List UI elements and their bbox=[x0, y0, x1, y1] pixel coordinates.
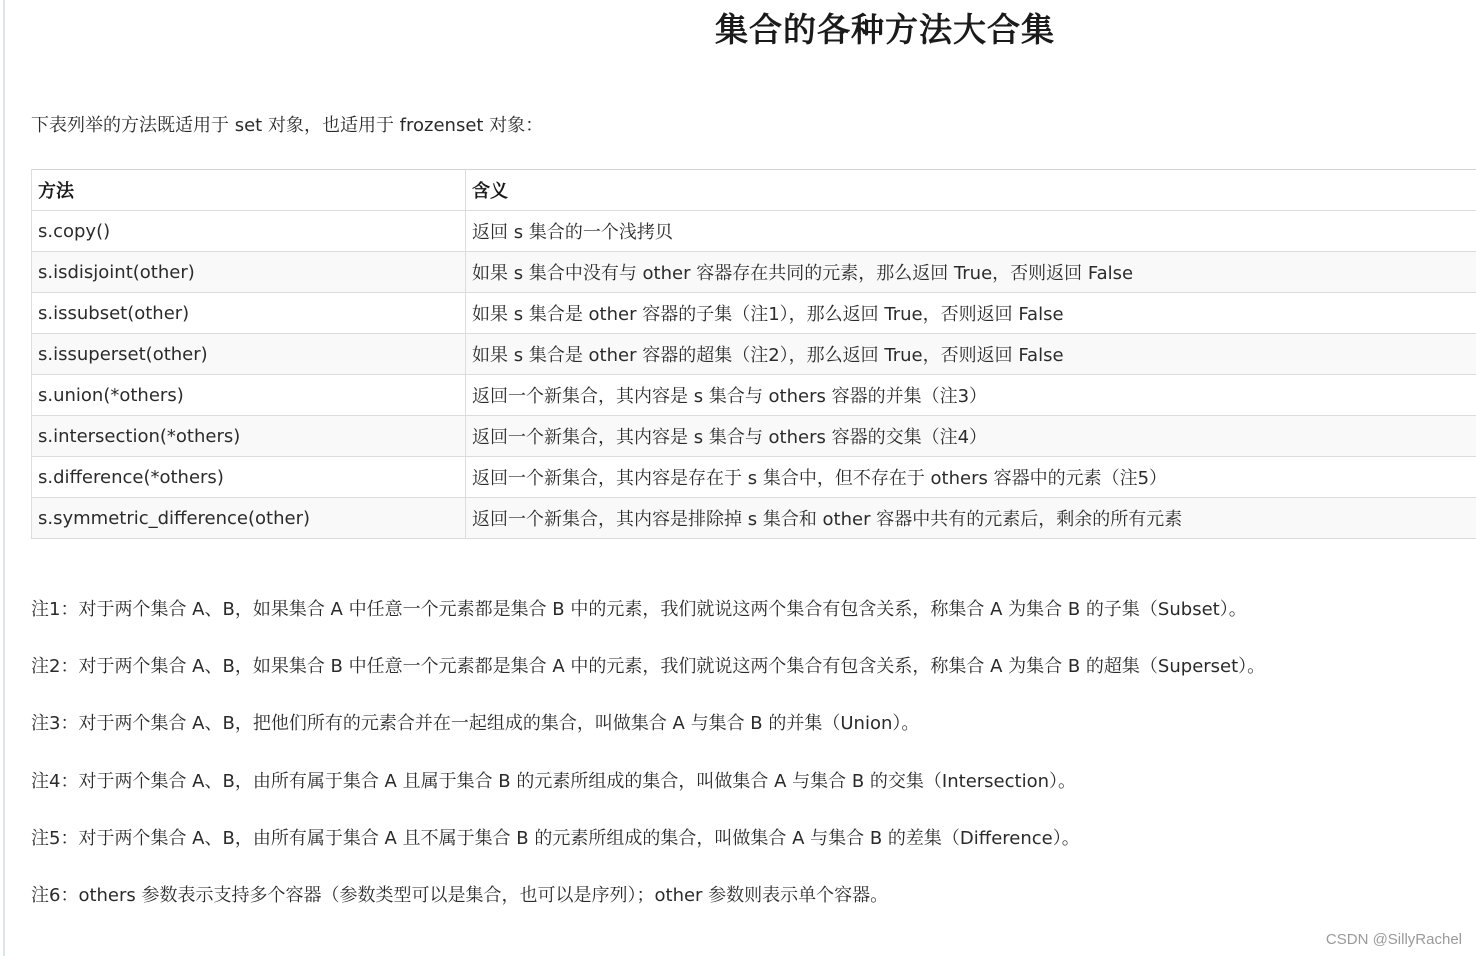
method-cell: s.symmetric_difference(other) bbox=[32, 498, 466, 539]
header-method: 方法 bbox=[32, 170, 466, 211]
table-row bbox=[32, 252, 1476, 293]
meaning-cell: 返回一个新集合，其内容是 s 集合与 others 容器的并集（注3） bbox=[466, 375, 1476, 416]
header-meaning: 含义 bbox=[466, 170, 1476, 211]
table-row bbox=[32, 457, 1476, 498]
meaning-cell: 返回 s 集合的一个浅拷贝 bbox=[466, 211, 1476, 252]
table-header-row bbox=[32, 170, 1476, 211]
table-row bbox=[32, 334, 1476, 375]
method-cell: s.isdisjoint(other) bbox=[32, 252, 466, 293]
meaning-cell: 如果 s 集合中没有与 other 容器存在共同的元素，那么返回 True，否则返回 False bbox=[466, 252, 1476, 293]
table-row bbox=[32, 498, 1476, 539]
method-cell: s.difference(*others) bbox=[32, 457, 466, 498]
method-cell: s.copy() bbox=[32, 211, 466, 252]
csdn-watermark: CSDN @SillyRachel bbox=[1325, 931, 1462, 948]
table-row bbox=[32, 375, 1476, 416]
intro-text: 下表列举的方法既适用于 set 对象，也适用于 frozenset 对象： bbox=[31, 115, 544, 136]
meaning-cell: 如果 s 集合是 other 容器的超集（注2），那么返回 True，否则返回 False bbox=[466, 334, 1476, 375]
page-title: 集合的各种方法大合集 bbox=[715, 10, 1055, 49]
method-cell: s.issubset(other) bbox=[32, 293, 466, 334]
note-5: 注5：对于两个集合 A、B，由所有属于集合 A 且不属于集合 B 的元素所组成的集合，叫做集合 A 与集合 B 的差集（Difference）。 bbox=[31, 827, 1080, 849]
meaning-cell: 如果 s 集合是 other 容器的子集（注1），那么返回 True，否则返回 False bbox=[466, 293, 1476, 334]
method-cell: s.union(*others) bbox=[32, 375, 466, 416]
note-4: 注4：对于两个集合 A、B，由所有属于集合 A 且属于集合 B 的元素所组成的集合，叫做集合 A 与集合 B 的交集（Intersection）。 bbox=[31, 770, 1077, 792]
note-3: 注3：对于两个集合 A、B，把他们所有的元素合并在一起组成的集合，叫做集合 A 与集合 B 的并集（Union）。 bbox=[31, 713, 920, 735]
meaning-cell: 返回一个新集合，其内容是存在于 s 集合中，但不存在于 others 容器中的元素（注5） bbox=[466, 457, 1476, 498]
set-methods-table bbox=[31, 169, 1476, 539]
note-2: 注2：对于两个集合 A、B，如果集合 B 中任意一个元素都是集合 A 中的元素，我们就说这两个集合有包含关系，称集合 A 为集合 B 的超集（Superset）。 bbox=[31, 656, 1266, 678]
page-left-border bbox=[3, 0, 5, 956]
meaning-cell: 返回一个新集合，其内容是排除掉 s 集合和 other 容器中共有的元素后，剩余的所有元素 bbox=[466, 498, 1476, 539]
note-6: 注6：others 参数表示支持多个容器（参数类型可以是集合，也可以是序列）；other 参数则表示单个容器。 bbox=[31, 884, 889, 906]
table-row bbox=[32, 293, 1476, 334]
note-1: 注1：对于两个集合 A、B，如果集合 A 中任意一个元素都是集合 B 中的元素，我们就说这两个集合有包含关系，称集合 A 为集合 B 的子集（Subset）。 bbox=[31, 599, 1247, 620]
table-row bbox=[32, 211, 1476, 252]
method-cell: s.intersection(*others) bbox=[32, 416, 466, 457]
notes-section bbox=[31, 596, 1451, 939]
table-row bbox=[32, 416, 1476, 457]
meaning-cell: 返回一个新集合，其内容是 s 集合与 others 容器的交集（注4） bbox=[466, 416, 1476, 457]
method-cell: s.issuperset(other) bbox=[32, 334, 466, 375]
